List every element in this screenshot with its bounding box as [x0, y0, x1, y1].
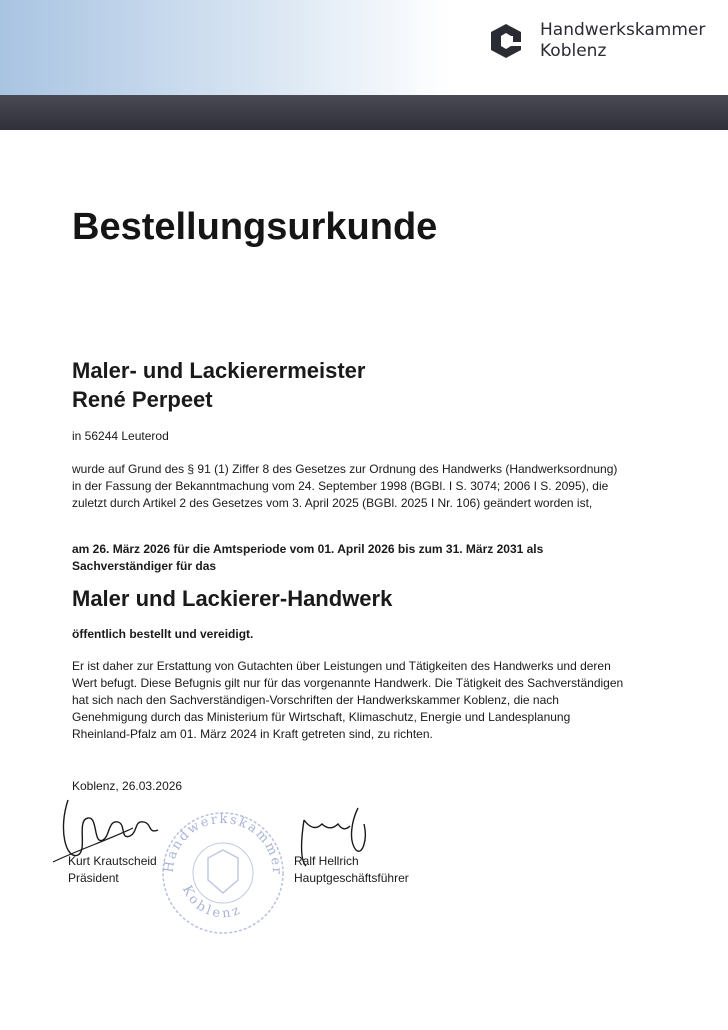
header-bar: [0, 95, 728, 130]
authorization-text: [72, 658, 623, 743]
body-line: Er ist daher zur Erstattung von Gutachten über Leistungen und Tätigkeiten des Handwerks und deren: [72, 659, 611, 673]
signatory-role: Hauptgeschäftsführer: [294, 871, 409, 885]
term-of-office: [72, 541, 543, 575]
term-line: Sachverständiger für das: [72, 559, 217, 573]
org-name-line2: Koblenz: [540, 41, 607, 61]
trade-name: Maler und Lackierer-Handwerk: [72, 586, 393, 611]
term-line: am 26. März 2026 für die Amtsperiode vom 01. April 2026 bis zum 31. März 2031 als: [72, 542, 544, 556]
org-name-line1: Handwerkskammer: [540, 20, 706, 40]
legal-line: wurde auf Grund des § 91 (1) Ziffer 8 des Gesetzes zur Ordnung des Handwerks (Handwerksordnung): [72, 462, 618, 476]
signatory-role: Präsident: [68, 871, 119, 885]
document-title: Bestellungsurkunde: [72, 206, 438, 248]
appointee-block: [72, 356, 365, 414]
official-seal: [158, 808, 288, 938]
org-name: [540, 20, 705, 62]
legal-line: in der Fassung der Bekanntmachung vom 24. September 1998 (BGBl. I S. 3074; 2006 I S. 2095), die: [72, 479, 609, 493]
person-name: René Perpeet: [72, 387, 213, 412]
signatory-name: Kurt Krautscheid: [68, 854, 157, 868]
seal-text-bottom: Koblenz: [178, 883, 245, 922]
legal-basis: [72, 461, 672, 512]
body-line: Genehmigung durch das Ministerium für Wirtschaft, Klimaschutz, Energie und Landesplanung: [72, 710, 571, 724]
signatory-managing-director: [294, 853, 409, 887]
signatory-president: [68, 853, 157, 887]
signatory-name: Ralf Hellrich: [294, 854, 359, 868]
place-date: Koblenz, 26.03.2026: [72, 779, 183, 793]
legal-line: zuletzt durch Artikel 2 des Gesetzes vom 3. April 2025 (BGBl. 2025 I Nr. 106) geändert worden ist,: [72, 496, 593, 510]
body-line: Rheinland-Pfalz am 01. März 2024 in Kraft getreten sind, zu richten.: [72, 727, 433, 741]
sworn-statement: öffentlich bestellt und vereidigt.: [72, 627, 254, 641]
svg-text:Koblenz: [179, 883, 245, 921]
seal-text-top: Handwerkskammer: [161, 811, 285, 876]
profession: Maler- und Lackierermeister: [72, 358, 366, 383]
location: in 56244 Leuterod: [72, 429, 169, 443]
handwerkskammer-logo-icon: [487, 22, 525, 60]
body-line: hat sich nach den Sachverständigen-Vorschriften der Handwerkskammer Koblenz, die nach: [72, 693, 559, 707]
body-line: Wert befugt. Diese Befugnis gilt nur für das vorgenannte Handwerk. Die Tätigkeit des Sachverständigen: [72, 676, 624, 690]
svg-text:Handwerkskammer: [162, 812, 284, 876]
